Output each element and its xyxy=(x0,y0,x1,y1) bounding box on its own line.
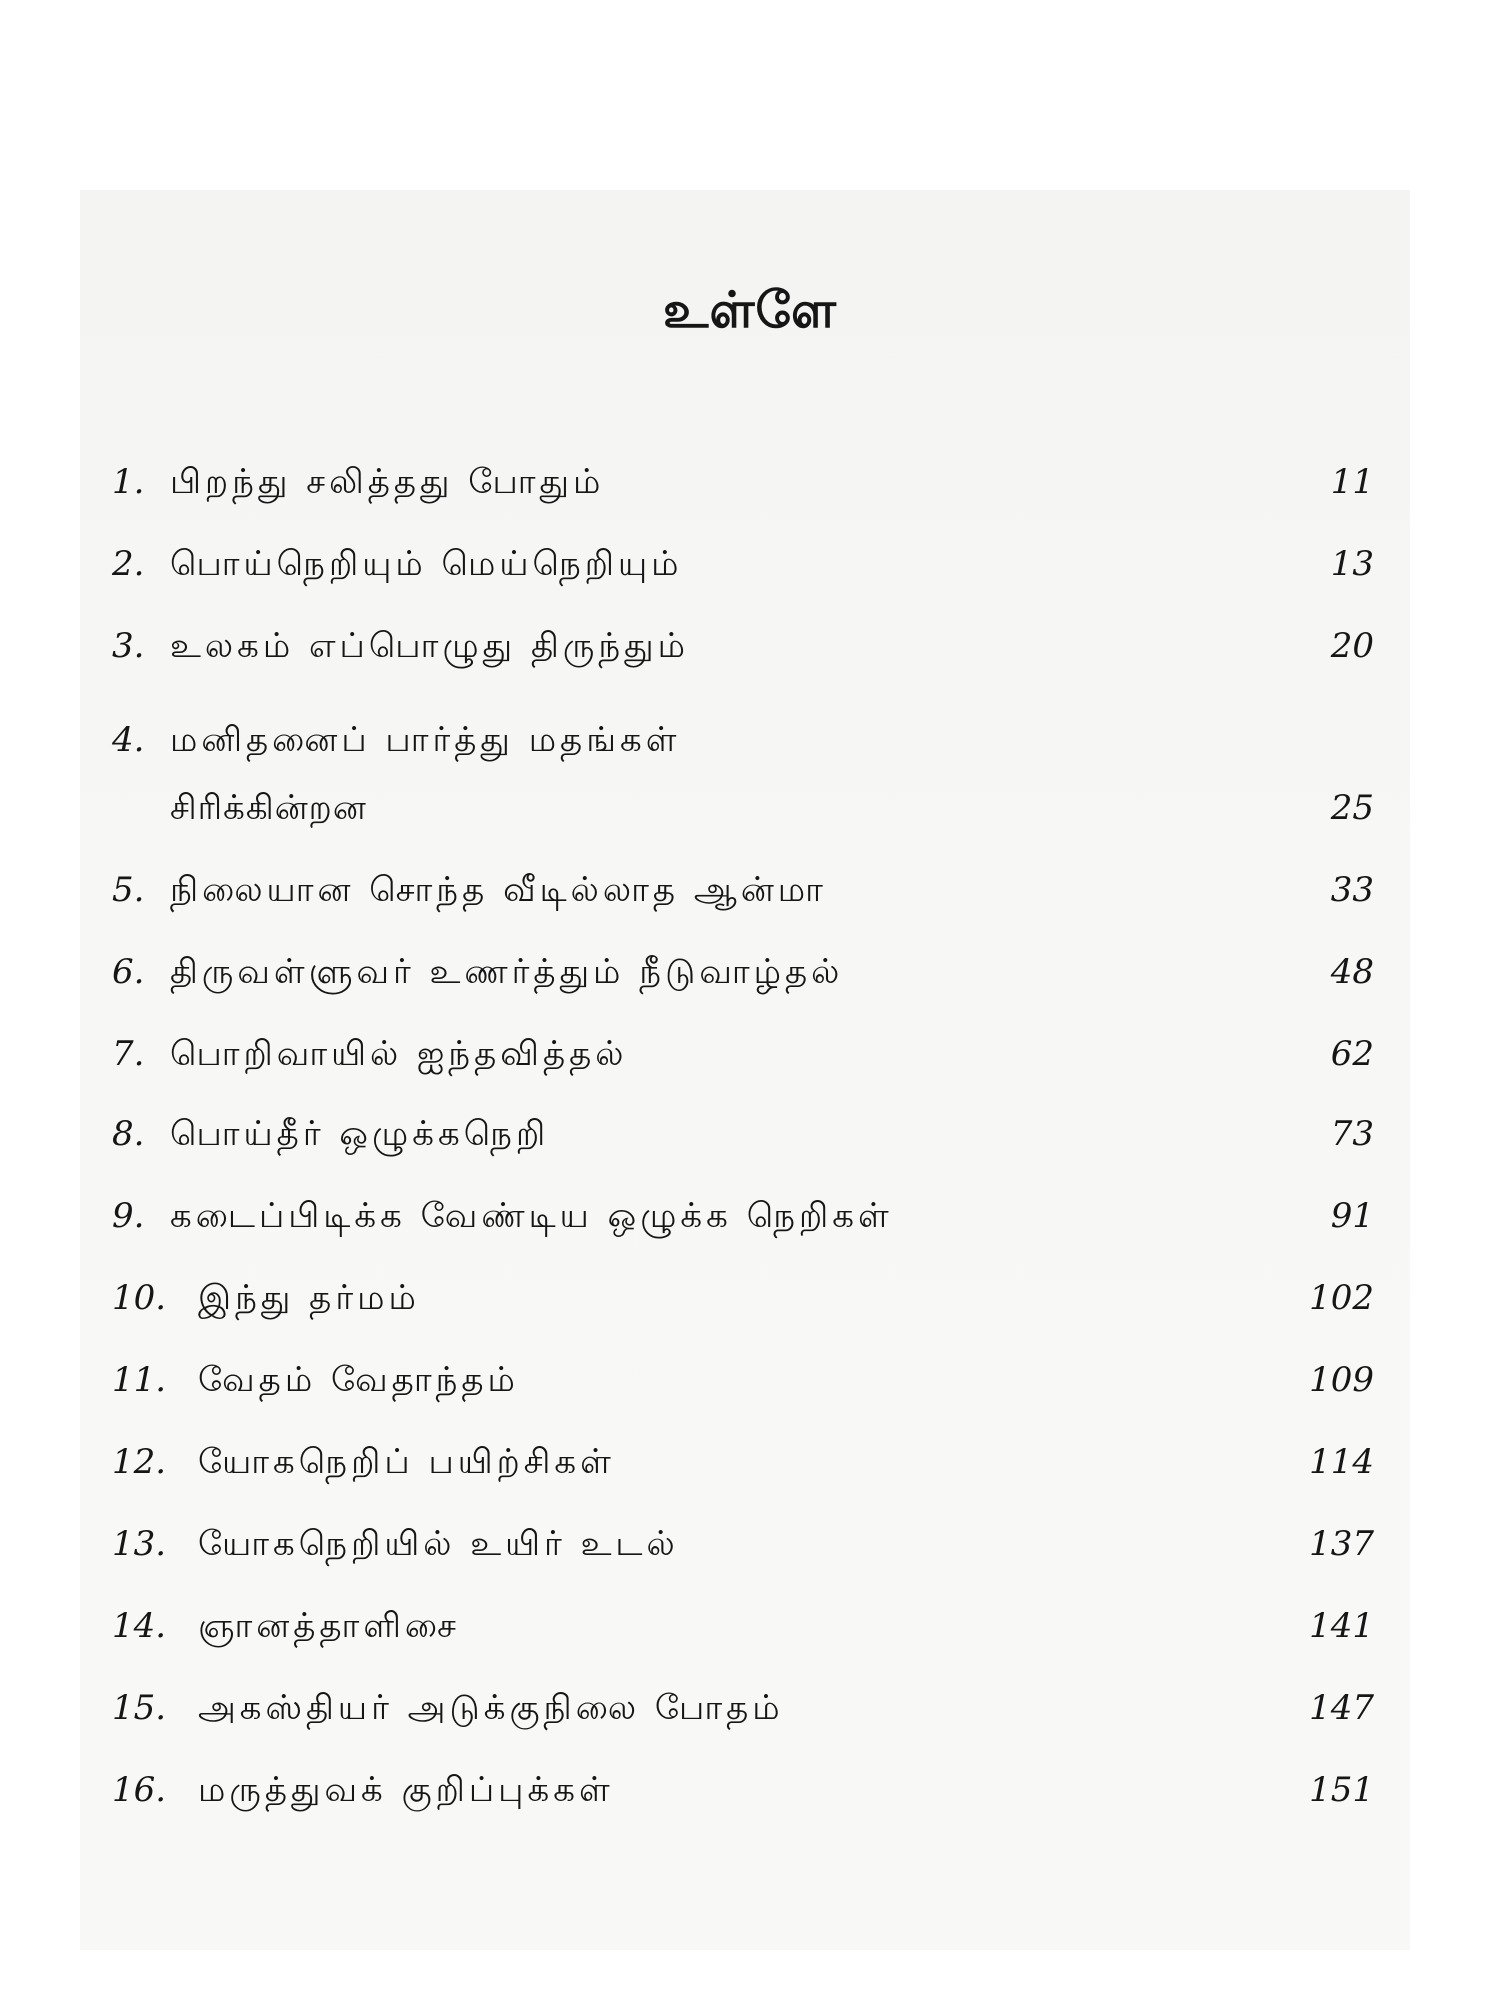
entry-title: யோகநெறியில் உயிர் உடல் xyxy=(198,1524,679,1564)
entry-page: 151 xyxy=(1309,1770,1374,1810)
entry-title: கடைப்பிடிக்க வேண்டிய ஒழுக்க நெறிகள் xyxy=(170,1196,893,1236)
entry-number: 16. xyxy=(112,1770,167,1810)
entry-page: 109 xyxy=(1309,1360,1374,1400)
entry-title: பிறந்து சலித்தது போதும் xyxy=(170,462,605,502)
entry-page: 11 xyxy=(1330,462,1374,502)
entry-number: 8. xyxy=(112,1114,145,1154)
entry-title-continued: சிரிக்கின்றன xyxy=(170,788,367,828)
entry-page: 141 xyxy=(1309,1606,1374,1646)
entry-number: 1. xyxy=(112,462,145,502)
entry-title: மருத்துவக் குறிப்புக்கள் xyxy=(198,1770,614,1810)
entry-title: இந்து தர்மம் xyxy=(198,1278,420,1318)
entry-number: 11. xyxy=(112,1360,167,1400)
entry-title: உலகம் எப்பொழுது திருந்தும் xyxy=(170,626,689,666)
entry-title: யோகநெறிப் பயிற்சிகள் xyxy=(198,1442,615,1482)
entry-page: 102 xyxy=(1309,1278,1374,1318)
entry-title: வேதம் வேதாந்தம் xyxy=(198,1360,519,1400)
entry-number: 13. xyxy=(112,1524,167,1564)
entry-page: 91 xyxy=(1330,1196,1374,1236)
entry-number: 15. xyxy=(112,1688,167,1728)
entry-number: 6. xyxy=(112,952,145,992)
entry-title: பொய்நெறியும் மெய்நெறியும் xyxy=(170,544,683,584)
entry-title: ஞானத்தாளிசை xyxy=(198,1606,460,1646)
entry-title: பொறிவாயில் ஐந்தவித்தல் xyxy=(170,1034,628,1074)
entry-number: 5. xyxy=(112,870,145,910)
entry-number: 7. xyxy=(112,1034,145,1074)
entry-number: 14. xyxy=(112,1606,167,1646)
entry-title: மனிதனைப் பார்த்து மதங்கள் xyxy=(170,720,681,760)
entry-number: 9. xyxy=(112,1196,145,1236)
entry-number: 4. xyxy=(112,720,145,760)
entry-page: 33 xyxy=(1330,870,1374,910)
entry-number: 12. xyxy=(112,1442,167,1482)
page-title: உள்ளே xyxy=(662,280,838,339)
entry-number: 2. xyxy=(112,544,145,584)
entry-page: 147 xyxy=(1309,1688,1374,1728)
entry-page: 20 xyxy=(1330,626,1374,666)
entry-title: பொய்தீர் ஒழுக்கநெறி xyxy=(170,1114,550,1154)
entry-page: 13 xyxy=(1330,544,1374,584)
entry-page: 25 xyxy=(1330,788,1374,828)
entry-title: நிலையான சொந்த வீடில்லாத ஆன்மா xyxy=(170,870,827,910)
entry-page: 62 xyxy=(1330,1034,1374,1074)
entry-page: 48 xyxy=(1330,952,1374,992)
entry-number: 10. xyxy=(112,1278,167,1318)
entry-number: 3. xyxy=(112,626,145,666)
entry-page: 114 xyxy=(1309,1442,1374,1482)
entry-page: 73 xyxy=(1330,1114,1374,1154)
entry-title: அகஸ்தியர் அடுக்குநிலை போதம் xyxy=(198,1688,784,1728)
entry-page: 137 xyxy=(1309,1524,1374,1564)
entry-title: திருவள்ளுவர் உணர்த்தும் நீடுவாழ்தல் xyxy=(170,952,844,992)
